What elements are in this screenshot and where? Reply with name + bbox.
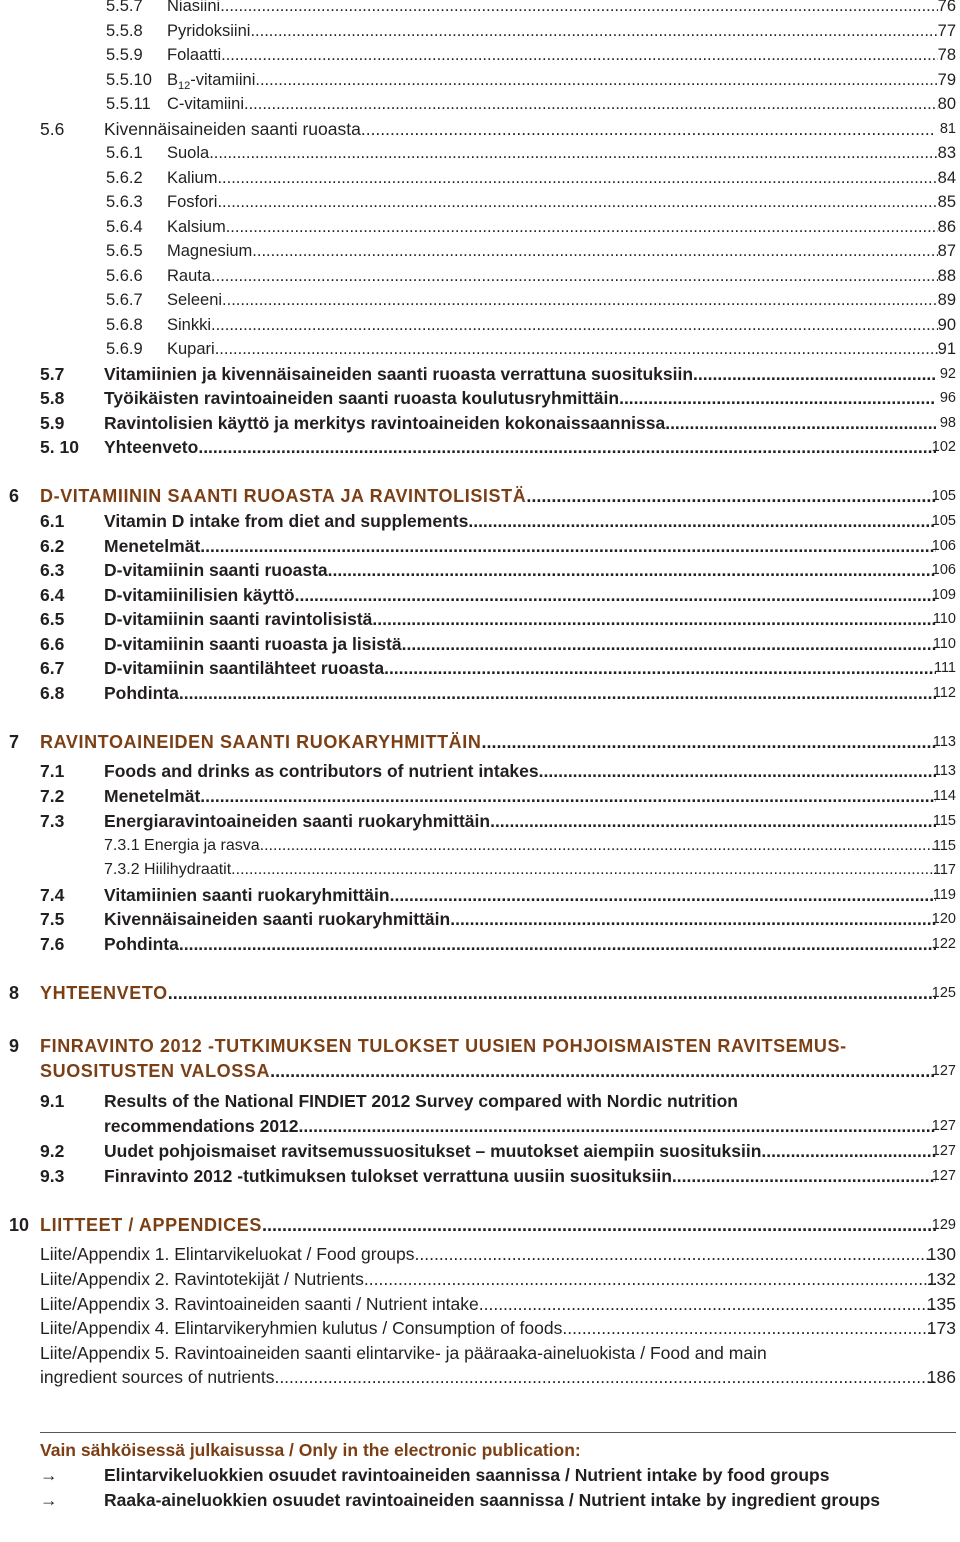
entry-number: 5.6 — [40, 118, 65, 139]
entry-title: Työikäisten ravintoaineiden saanti ruoasta koulutusryhmittäin — [104, 388, 620, 408]
toc-appendix[interactable] — [0, 1267, 960, 1291]
chapter-page: 105 — [931, 488, 956, 504]
toc-entry[interactable] — [0, 288, 960, 312]
entry-title: 7.3.2 Hiilihydraatit — [104, 861, 232, 878]
toc-entry[interactable] — [0, 313, 960, 337]
leader-dots — [244, 92, 938, 116]
chapter-page: 113 — [932, 734, 956, 750]
entry-page: 106 — [931, 562, 956, 578]
toc-appendix-continued[interactable] — [0, 1365, 960, 1389]
entry-number: 9.3 — [40, 1165, 65, 1186]
entry-title: Kivennäisaineiden saanti ruoasta — [104, 118, 361, 139]
toc-entry[interactable] — [0, 509, 960, 533]
entry-number: 9.1 — [40, 1091, 65, 1111]
entry-page: 110 — [932, 611, 956, 627]
entry-page: 115 — [932, 813, 956, 829]
toc-entry[interactable] — [0, 607, 960, 631]
appendix-page: 173 — [926, 1318, 956, 1338]
leader-dots — [328, 558, 936, 582]
entry-number: 5.5.10 — [106, 70, 152, 89]
leader-dots — [665, 411, 936, 435]
leader-dots — [250, 19, 938, 43]
entry-title: Sinkki — [167, 315, 212, 334]
entry-page: 120 — [931, 911, 956, 927]
toc-entry[interactable] — [0, 411, 960, 435]
entry-page: 85 — [937, 193, 956, 211]
leader-dots — [361, 117, 936, 141]
entry-number: 7.3 — [40, 811, 65, 831]
leader-dots — [221, 43, 938, 67]
entry-number: 6.4 — [40, 584, 65, 605]
entry-title: D-vitamiinin saantilähteet ruoasta — [104, 658, 385, 678]
toc-entry[interactable] — [0, 264, 960, 288]
chapter-title: LIITTEET / APPENDICES — [40, 1215, 262, 1235]
toc-entry[interactable] — [0, 883, 960, 907]
toc-entry[interactable] — [0, 784, 960, 808]
entry-number: 5.9 — [40, 412, 65, 433]
entry-title: Seleeni — [167, 291, 223, 309]
leader-dots — [255, 68, 938, 94]
entry-page: 114 — [932, 788, 956, 804]
entry-title: Pohdinta — [104, 933, 179, 954]
chapter-title: D-VITAMIININ SAANTI RUOASTA JA RAVINTOLISISTÄ — [40, 486, 527, 506]
leader-dots — [468, 509, 936, 533]
toc-entry[interactable] — [0, 337, 960, 361]
toc-appendix[interactable] — [0, 1242, 960, 1266]
arrow-right-icon: → — [40, 1465, 58, 1485]
toc-entry[interactable] — [0, 19, 960, 43]
leader-dots — [226, 215, 938, 239]
entry-page: 84 — [937, 168, 956, 187]
entry-title: Uudet pohjoismaiset ravitsemussuositukset – muutokset aiempiin suosituksiin — [104, 1141, 762, 1161]
entry-page: 106 — [931, 537, 956, 554]
entry-number: 6.5 — [40, 609, 65, 629]
entry-title-rest: -vitamiini — [190, 70, 256, 89]
entry-page: 119 — [932, 886, 956, 903]
entry-title: Kupari — [167, 340, 215, 358]
entry-title: Vitamiinien ja kivennäisaineiden saanti ruoasta verrattuna suosituksiin — [104, 363, 694, 384]
appendix-title: Liite/Appendix 5. Ravintoaineiden saanti elintarvike- ja pääraaka-aineluokista / Food and main — [40, 1342, 767, 1363]
toc-entry[interactable] — [0, 932, 960, 956]
entry-number: 7.2 — [40, 786, 65, 806]
entry-number: 5. 10 — [40, 437, 79, 457]
chapter-page: 129 — [931, 1217, 956, 1233]
entry-title: Suola — [167, 144, 210, 162]
entry-page: 81 — [939, 120, 956, 137]
toc-subentry[interactable] — [0, 858, 960, 882]
entry-title: Pohdinta — [104, 682, 179, 703]
toc-entry[interactable] — [0, 1164, 960, 1188]
entry-page: 87 — [937, 242, 956, 260]
appendix-title-line2: ingredient sources of nutrients — [40, 1367, 275, 1387]
arrow-right-icon: → — [40, 1490, 58, 1510]
toc-entry[interactable] — [0, 681, 960, 705]
entry-number: 5.6.5 — [106, 242, 143, 260]
toc-appendix[interactable] — [0, 1341, 960, 1365]
leader-dots — [384, 656, 936, 680]
entry-title: Vitamin D intake from diet and supplements — [104, 511, 469, 531]
entry-number: 5.6.4 — [106, 217, 143, 236]
toc-entry[interactable] — [0, 117, 960, 141]
electronic-link[interactable] — [0, 1463, 960, 1487]
entry-title: Menetelmät — [104, 786, 201, 806]
entry-title: D-vitamiinin saanti ruoasta — [104, 560, 328, 580]
entry-page: 109 — [931, 586, 956, 603]
chapter-number: 7 — [9, 732, 20, 752]
leader-dots — [179, 681, 936, 705]
entry-page: 96 — [939, 390, 956, 406]
chapter-number: 9 — [9, 1036, 20, 1056]
leader-dots — [217, 190, 938, 214]
leader-dots — [372, 607, 936, 631]
entry-number: 7.5 — [40, 909, 65, 929]
entry-number: 5.6.3 — [106, 193, 143, 211]
toc-entry[interactable] — [0, 583, 960, 607]
leader-dots — [211, 313, 938, 337]
entry-title: Finravinto 2012 -tutkimuksen tulokset verrattuna uusiin suosituksiin — [104, 1165, 672, 1186]
toc-entry[interactable] — [0, 166, 960, 190]
leader-dots — [479, 1292, 936, 1316]
electronic-item-label: Raaka-aineluokkien osuudet ravintoaineiden saannissa / Nutrient intake by ingredient groups — [104, 1490, 881, 1510]
entry-page: 90 — [937, 315, 956, 334]
entry-title: Energiaravintoaineiden saanti ruokaryhmittäin — [104, 811, 491, 831]
leader-dots — [168, 981, 936, 1005]
entry-number: 6.3 — [40, 560, 65, 580]
entry-page: 86 — [937, 217, 956, 236]
entry-number: 7.1 — [40, 761, 65, 781]
entry-title: Ravintolisien käyttö ja merkitys ravintoaineiden kokonaissaannissa — [104, 412, 666, 433]
leader-dots — [252, 239, 938, 263]
entry-title: 7.3.1 Energia ja rasva — [104, 837, 260, 854]
chapter-number: 6 — [9, 486, 20, 506]
entry-number: 5.7 — [40, 363, 65, 384]
appendix-page: 135 — [926, 1293, 956, 1314]
toc-entry[interactable] — [0, 362, 960, 386]
entry-title-line2: recommendations 2012 — [104, 1116, 299, 1136]
entry-page: 80 — [937, 95, 956, 113]
toc-entry[interactable] — [0, 68, 960, 92]
toc-entry[interactable] — [0, 759, 960, 783]
entry-page: 92 — [939, 365, 956, 382]
entry-title: Kivennäisaineiden saanti ruokaryhmittäin — [104, 909, 451, 929]
toc-entry[interactable] — [0, 141, 960, 165]
toc-entry[interactable] — [0, 92, 960, 116]
appendix-title: Liite/Appendix 1. Elintarvikeluokat / Food groups — [40, 1244, 415, 1264]
leader-dots — [262, 1213, 936, 1237]
leader-dots — [200, 784, 936, 808]
toc-entry[interactable] — [0, 435, 960, 459]
entry-title: Rauta — [167, 266, 212, 285]
entry-number: 5.5.11 — [106, 95, 151, 113]
leader-dots — [761, 1139, 936, 1163]
entry-page: 88 — [937, 266, 956, 285]
chapter-title-line2: SUOSITUSTEN VALOSSA — [40, 1061, 271, 1081]
leader-dots — [390, 883, 936, 907]
leader-dots — [217, 166, 938, 190]
entry-title: B — [167, 70, 179, 89]
leader-dots — [270, 1059, 936, 1083]
chapter-number: 10 — [9, 1215, 30, 1235]
leader-dots — [415, 1242, 936, 1266]
entry-title: C-vitamiini — [167, 95, 245, 113]
entry-title: Vitamiinien saanti ruokaryhmittäin — [104, 884, 390, 905]
entry-title: Fosfori — [167, 193, 218, 211]
entry-page: 89 — [937, 291, 956, 309]
entry-number: 6.1 — [40, 511, 65, 531]
leader-dots — [179, 932, 936, 956]
leader-dots — [672, 1164, 936, 1188]
leader-dots — [693, 362, 936, 386]
leader-dots — [481, 730, 936, 754]
entry-page: 127 — [931, 1143, 956, 1159]
toc-entry[interactable] — [0, 1089, 960, 1113]
entry-title: Kalium — [167, 168, 218, 187]
entry-page: 98 — [939, 414, 956, 431]
entry-number: 6.6 — [40, 633, 65, 654]
entry-page: 102 — [931, 439, 956, 455]
leader-dots — [198, 435, 936, 459]
entry-page: 77 — [937, 21, 956, 40]
toc-entry[interactable] — [0, 656, 960, 680]
entry-title: Magnesium — [167, 242, 253, 260]
entry-page: 111 — [933, 660, 956, 676]
entry-page: 115 — [932, 838, 956, 854]
toc-entry[interactable] — [0, 190, 960, 214]
entry-number: 6.8 — [40, 682, 65, 703]
toc-subentry[interactable] — [0, 834, 960, 858]
entry-page: 127 — [931, 1167, 956, 1184]
entry-number: 7.4 — [40, 884, 65, 905]
leader-dots — [526, 484, 936, 508]
toc-chapter[interactable] — [0, 730, 960, 754]
chapter-title: RAVINTOAINEIDEN SAANTI RUOKARYHMITTÄIN — [40, 732, 482, 752]
entry-page: 78 — [937, 46, 956, 64]
toc-chapter[interactable] — [0, 981, 960, 1005]
entry-number: 6.7 — [40, 658, 65, 678]
entry-number: 5.6.8 — [106, 315, 143, 334]
entry-title: Foods and drinks as contributors of nutrient intakes — [104, 761, 539, 781]
entry-page: 112 — [932, 684, 956, 701]
leader-dots — [295, 583, 936, 607]
toc-chapter-continued[interactable] — [0, 1059, 960, 1083]
toc-entry[interactable] — [0, 632, 960, 656]
leader-dots — [222, 288, 938, 312]
chapter-page: 125 — [931, 985, 956, 1001]
entry-title: Yhteenveto — [104, 437, 199, 457]
entry-number: 5.5.7 — [106, 0, 143, 15]
toc-appendix[interactable] — [0, 1292, 960, 1316]
toc-entry[interactable] — [0, 0, 960, 18]
chapter-title: FINRAVINTO 2012 -TUTKIMUKSEN TULOKSET UUSIEN POHJOISMAISTEN RAVITSEMUS- — [40, 1036, 847, 1056]
appendix-title: Liite/Appendix 4. Elintarvikeryhmien kulutus / Consumption of foods — [40, 1318, 563, 1338]
entry-number: 9.2 — [40, 1141, 65, 1161]
entry-page: 76 — [937, 0, 956, 15]
separator-line — [40, 1432, 956, 1433]
toc-entry[interactable] — [0, 215, 960, 239]
entry-page: 83 — [937, 144, 956, 162]
leader-dots — [539, 759, 936, 783]
entry-title: Niasiini — [167, 0, 221, 15]
entry-number: 5.8 — [40, 388, 65, 408]
subscript: 12 — [178, 79, 191, 92]
entry-number: 5.6.9 — [106, 340, 143, 358]
leader-dots — [209, 141, 938, 165]
toc-entry[interactable] — [0, 43, 960, 67]
toc-entry[interactable] — [0, 386, 960, 410]
leader-dots — [211, 264, 938, 288]
appendix-page: 186 — [926, 1367, 956, 1387]
appendix-title: Liite/Appendix 3. Ravintoaineiden saanti / Nutrient intake — [40, 1293, 479, 1314]
appendix-page: 130 — [926, 1244, 956, 1264]
entry-title: Kalsium — [167, 217, 226, 236]
leader-dots — [619, 386, 936, 410]
entry-page: 110 — [932, 635, 956, 652]
entry-number: 5.6.2 — [106, 168, 143, 187]
entry-title: Menetelmät — [104, 535, 201, 556]
entry-title: Pyridoksiini — [167, 21, 251, 40]
leader-dots — [200, 534, 936, 558]
entry-number: 5.6.7 — [106, 291, 143, 309]
leader-dots — [490, 809, 936, 833]
entry-title: Results of the National FINDIET 2012 Survey compared with Nordic nutrition — [104, 1091, 738, 1111]
entry-title: Folaatti — [167, 46, 222, 64]
electronic-item-label: Elintarvikeluokkien osuudet ravintoaineiden saannissa / Nutrient intake by food groups — [104, 1465, 830, 1485]
leader-dots — [215, 337, 938, 361]
electronic-only-heading: Vain sähköisessä julkaisussa / Only in the electronic publication: — [40, 1440, 581, 1460]
entry-page: 113 — [932, 763, 956, 779]
toc-entry[interactable] — [0, 534, 960, 558]
toc-entry-continued[interactable] — [0, 1114, 960, 1138]
toc-entry[interactable] — [0, 907, 960, 931]
entry-title: D-vitamiinin saanti ruoasta ja lisistä — [104, 633, 402, 654]
chapter-number: 8 — [9, 983, 20, 1003]
chapter-page: 127 — [931, 1063, 956, 1079]
entry-number: 7.6 — [40, 933, 65, 954]
appendix-title: Liite/Appendix 2. Ravintotekijät / Nutrients — [40, 1269, 364, 1289]
entry-page: 91 — [937, 340, 956, 358]
leader-dots — [364, 1267, 936, 1291]
toc-entry[interactable] — [0, 558, 960, 582]
entry-number: 6.2 — [40, 535, 65, 556]
entry-number: 5.5.8 — [106, 21, 143, 40]
toc-entry[interactable] — [0, 239, 960, 263]
toc-chapter[interactable] — [0, 1213, 960, 1237]
entry-page: 79 — [937, 70, 956, 89]
toc-appendix[interactable] — [0, 1316, 960, 1340]
entry-page: 105 — [931, 513, 956, 529]
entry-number: 5.6.1 — [106, 144, 143, 162]
leader-dots — [231, 858, 936, 882]
toc-entry[interactable] — [0, 1139, 960, 1163]
electronic-link[interactable] — [0, 1488, 960, 1512]
leader-dots — [402, 632, 936, 656]
toc-entry[interactable] — [0, 809, 960, 833]
entry-title: D-vitamiinilisien käyttö — [104, 584, 295, 605]
appendix-page: 132 — [926, 1269, 956, 1289]
leader-dots — [220, 0, 938, 18]
toc-chapter[interactable] — [0, 1034, 960, 1058]
leader-dots — [260, 834, 936, 858]
leader-dots — [299, 1114, 936, 1138]
leader-dots — [274, 1365, 936, 1389]
leader-dots — [450, 907, 936, 931]
entry-page: 122 — [931, 935, 956, 952]
entry-page: 117 — [932, 862, 956, 878]
entry-number: 5.6.6 — [106, 266, 143, 285]
toc-chapter[interactable] — [0, 484, 960, 508]
entry-title: D-vitamiinin saanti ravintolisistä — [104, 609, 373, 629]
entry-page: 127 — [931, 1118, 956, 1134]
chapter-title: YHTEENVETO — [40, 983, 168, 1003]
leader-dots — [562, 1316, 936, 1340]
entry-number: 5.5.9 — [106, 46, 143, 64]
